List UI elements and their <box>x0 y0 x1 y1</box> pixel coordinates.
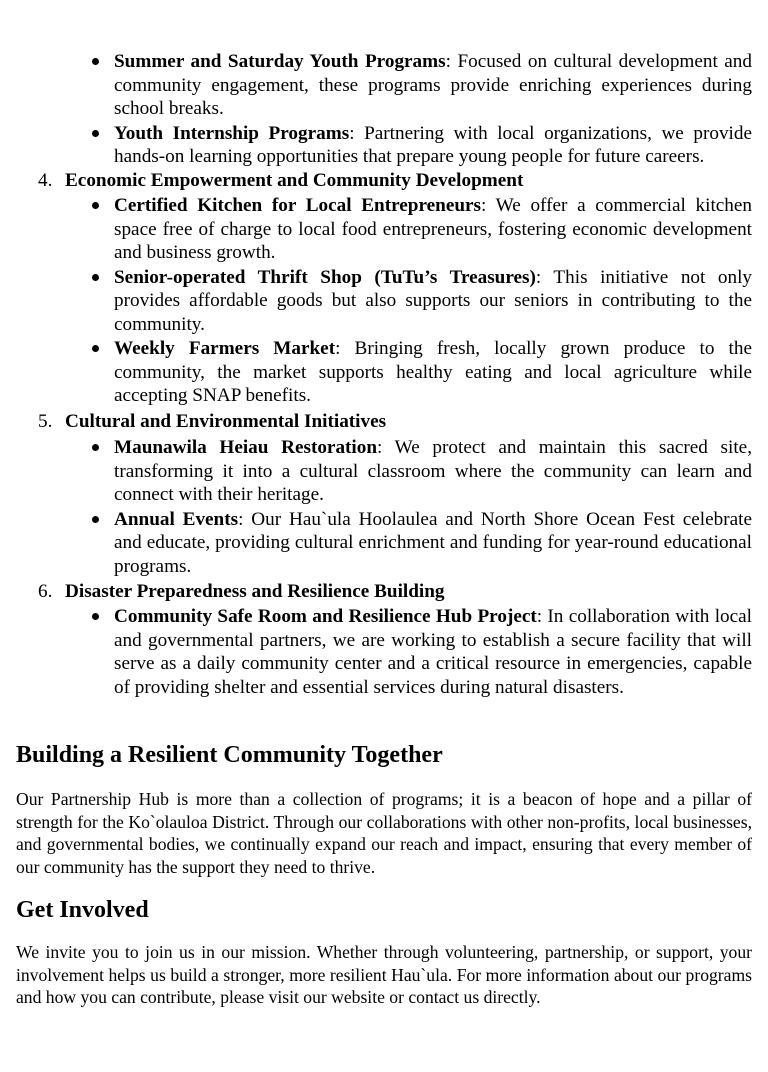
economic-empowerment-list <box>114 194 752 409</box>
list-item: Senior-operated Thrift Shop (TuTu’s Treasures): This initiative not only provides affordable goods but also supports our seniors in contributing to the community. <box>114 266 753 335</box>
list-heading-economic-empowerment <box>38 169 523 193</box>
list-heading-title: Economic Empowerment and Community Development <box>65 170 524 191</box>
list-heading-cultural-environmental <box>38 410 386 434</box>
list-heading-disaster-preparedness <box>38 580 445 604</box>
list-number: 5. <box>38 411 53 432</box>
list-item: Summer and Saturday Youth Programs: Focused on cultural development and community engagement, these programs provide enriching experiences during school breaks. <box>114 51 752 119</box>
youth-programs-list <box>114 50 752 170</box>
list-item: Annual Events: Our Hau`ula Hoolaulea and North Shore Ocean Fest celebrate and educate, providing cultural enrichment and funding for year-round educational programs. <box>114 508 753 577</box>
list-number: 4. <box>38 170 53 191</box>
cultural-environmental-list <box>114 436 752 579</box>
list-item: Community Safe Room and Resilience Hub Project: In collaboration with local and governmental partners, we are working to establish a secure facility that will serve as a daily community center and a critical resource in emergencies, capable of providing shelter and essential services during natural disasters. <box>114 606 752 698</box>
list-heading-title: Cultural and Environmental Initiatives <box>65 411 387 432</box>
list-item: Weekly Farmers Market: Bringing fresh, locally grown produce to the community, the market supports healthy eating and local agriculture while accepting SNAP benefits. <box>114 338 752 406</box>
building-community-paragraph: Our Partnership Hub is more than a collection of programs; it is a beacon of hope and a pillar of strength for the Ko`olauloa District. Through our collaborations with other non-profits, local businesses, and governmental bodies, we continually expand our reach and impact, ensuring that every member of our community has the support they need to thrive. <box>16 789 752 877</box>
list-item: Youth Internship Programs: Partnering with local organizations, we provide hands-on learning opportunities that prepare young people for future careers. <box>114 122 752 167</box>
list-number: 6. <box>38 581 53 602</box>
list-heading-title: Disaster Preparedness and Resilience Building <box>65 581 445 602</box>
section-heading-get-involved: Get Involved <box>16 897 149 923</box>
list-item: Maunawila Heiau Restoration: We protect and maintain this sacred site, transforming it into a cultural classroom where the community can learn and connect with their heritage. <box>114 437 752 505</box>
list-item: Certified Kitchen for Local Entrepreneurs: We offer a commercial kitchen space free of charge to local food entrepreneurs, fostering economic development and business growth. <box>114 195 752 263</box>
section-heading-building-community: Building a Resilient Community Together <box>16 742 443 768</box>
disaster-preparedness-list <box>114 605 752 700</box>
get-involved-paragraph: We invite you to join us in our mission. Whether through volunteering, partnership, or support, your involvement helps us build a stronger, more resilient Hau`ula. For more information about our programs and how you can contribute, please visit our website or contact us directly. <box>16 942 752 1007</box>
